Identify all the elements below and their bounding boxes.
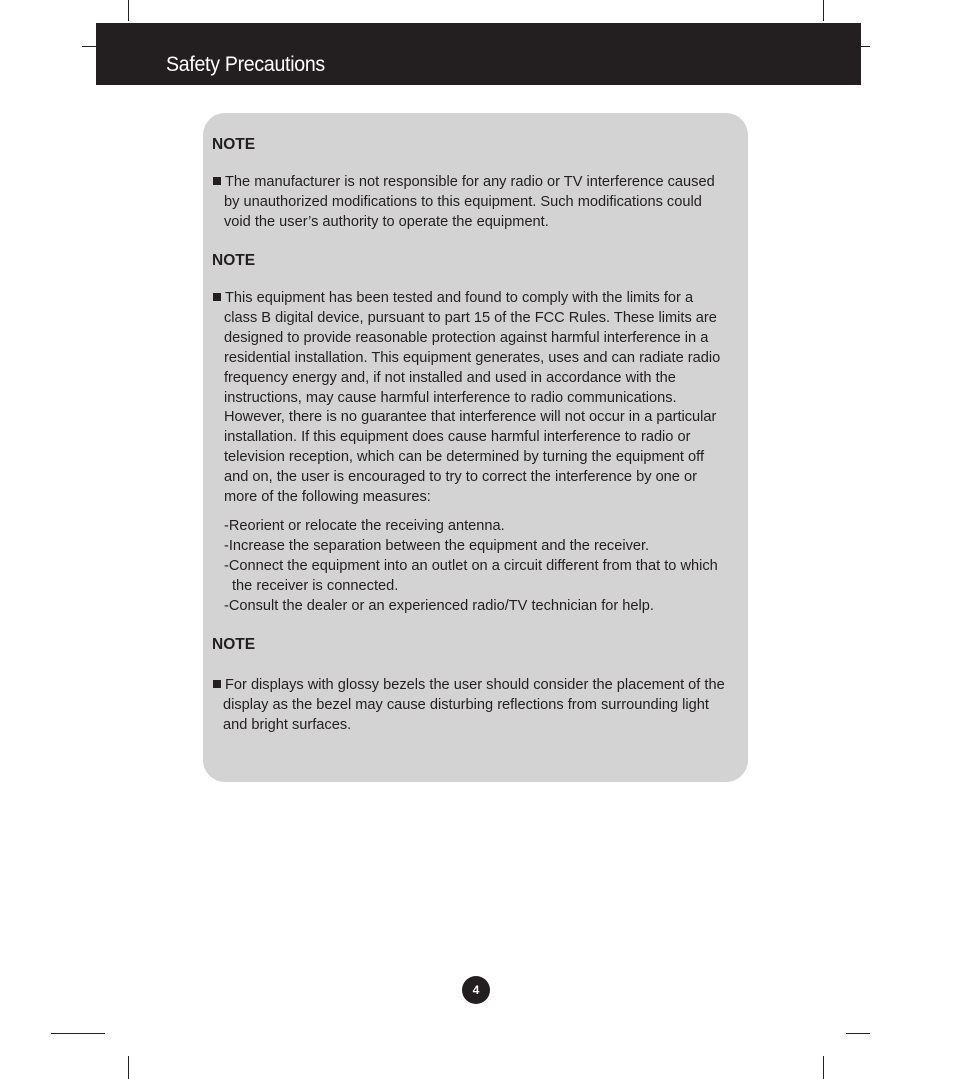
crop-mark <box>861 46 870 47</box>
note-text-line: instructions, may cause harmful interference to radio communications. <box>224 389 677 406</box>
note-heading: NOTE <box>212 136 256 153</box>
crop-mark <box>823 1056 824 1079</box>
crop-mark <box>82 46 96 47</box>
crop-mark <box>846 1033 870 1034</box>
crop-mark <box>128 1056 129 1079</box>
measures-list <box>213 517 748 617</box>
note-text-line: However, there is no guarantee that interference will not occur in a particular <box>224 409 717 426</box>
bullet-square-icon <box>213 293 221 301</box>
bullet-square-icon <box>213 177 221 185</box>
note-text-line: For displays with glossy bezels the user should consider the placement of the <box>225 677 725 693</box>
measure-item: -Connect the equipment into an outlet on a circuit different from that to which <box>224 557 718 574</box>
note-text-line: installation. If this equipment does cause harmful interference to radio or <box>224 429 691 446</box>
note-heading: NOTE <box>212 636 256 653</box>
note-text-line: display as the bezel may cause disturbing reflections from surrounding light <box>223 696 709 713</box>
page-number: 4 <box>462 976 490 1004</box>
note-text-line: class B digital device, pursuant to part 15 of the FCC Rules. These limits are <box>224 309 717 326</box>
crop-mark <box>823 0 824 21</box>
note-text-line: The manufacturer is not responsible for any radio or TV interference caused <box>225 174 715 190</box>
measure-item: -Increase the separation between the equipment and the receiver. <box>224 537 650 554</box>
note-item <box>213 289 748 508</box>
note-text-line: frequency energy and, if not installed and used in accordance with the <box>224 369 676 386</box>
note-text-line: and on, the user is encouraged to try to correct the interference by one or <box>224 469 697 486</box>
note-text-line: by unauthorized modifications to this equipment. Such modifications could <box>224 193 702 210</box>
note-text-line: and bright surfaces. <box>223 716 352 733</box>
note-text-line: television reception, which can be determined by turning the equipment off <box>224 449 704 466</box>
note-text-line: residential installation. This equipment generates, uses and can radiate radio <box>224 349 721 366</box>
page-title: Safety Precautions <box>166 53 325 76</box>
page-header <box>96 23 861 85</box>
note-text-line: more of the following measures: <box>224 489 431 506</box>
note-heading: NOTE <box>212 252 256 269</box>
measure-item: -Consult the dealer or an experienced radio/TV technician for help. <box>224 597 654 614</box>
crop-mark <box>51 1033 105 1034</box>
note-text-line: void the user’s authority to operate the equipment. <box>224 213 549 230</box>
crop-mark <box>128 0 129 21</box>
note-item <box>213 676 748 736</box>
notes-panel <box>203 113 748 782</box>
note-text-line: designed to provide reasonable protection against harmful interference in a <box>224 329 709 346</box>
note-item <box>213 173 748 233</box>
measure-item-continued: the receiver is connected. <box>232 577 399 594</box>
note-text-line: This equipment has been tested and found to comply with the limits for a <box>225 290 694 306</box>
bullet-square-icon <box>213 680 221 688</box>
measure-item: -Reorient or relocate the receiving antenna. <box>224 518 505 534</box>
